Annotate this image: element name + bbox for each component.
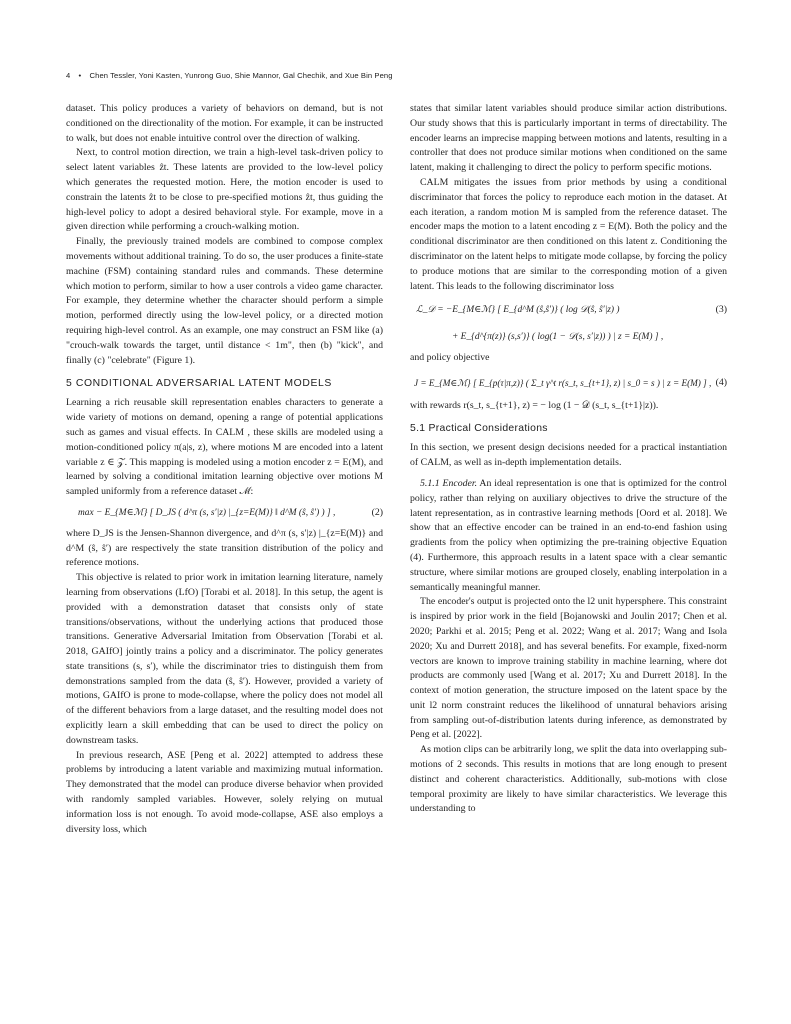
equation-body: ℒ_𝒟 = −E_{M∈ℳ} [ E_{d^M (ŝ,ŝ′)} ( log 𝒟(ŝ, ŝ′|z) ) <box>416 305 620 316</box>
paragraph: The encoder's output is projected onto the l2 unit hypersphere. This constraint is inspired by prior work in the field [Bojanowski and Joulin 2017; Chen et al. 2020; Parkhi et al. 2015; Peng et al. 2022; Wang et al. 2017; Wang and Isola 2020; Xu and Durrett 2018], and has several benefits. For example, fixed-norm vectors are known to improve training stability in machine learning, where dot products are commonly used [Wang et al. 2017; Xu and Durrett 2018]. In the context of motion generation, the structure imposed on the latent space by the unit l2 norm constraint reduces the likelihood of unnatural behaviors arising from sampling out-of-distribution latents during inference, as demonstrated by Peng et al. [2022]. <box>410 596 727 741</box>
right-column <box>410 102 727 817</box>
header-bullet: • <box>78 71 82 80</box>
equation-number: (2) <box>371 506 383 518</box>
paragraph: In this section, we present design decisions needed for a practical instantiation of CALM, as well as in-depth implementation details. <box>410 442 727 469</box>
equation-number: (3) <box>715 304 727 316</box>
paragraph: CALM mitigates the issues from prior methods by using a conditional discriminator that forces the policy to reproduce each motion in the dataset. At each iteration, a random motion M is sampled from the reference dataset. The encoder maps the motion to a latent encoding z = E(M). Both the policy and the conditional discriminator are then conditioned on this latent z. Conditioning the discriminator on the latent helps to mitigate mode collapse, by forcing the policy to produce motions that are similar to the corresponding motion of a given latent. This leads to the following discriminator loss <box>410 176 727 292</box>
paragraph: states that similar latent variables should produce similar action distributions. Our study shows that this is particularly important in terms of directability. The encoder learns an imprecise mapping between motions and latents, resulting in a controller that does not produce similar motions when conditioned on the same latent, making it challenging to direct the policy to perform specific motions. <box>410 103 727 174</box>
paragraph-text: An ideal representation is one that is optimized for the control policy, rather than relying on auxiliary objectives to drive the structure of the latent representation, as in contrastive learning methods [Oord et al. 2018]. We show that an effective encoder can be trained in an end-to-end fashion using gradients from the policy when optimizing the pre-training objective Equation (4). Furthermore, this approach results in a latent space with a clear semantic structure, where similar motions are grouped closely, enabling interpolation in a semantically meaningful manner. <box>410 477 727 593</box>
equation-3 <box>410 303 727 345</box>
equation-body-continued: + E_{d^{π(z)} (s,s′)} ( log(1 − 𝒟(s, s′|z)) ) | z = E(M) ] , <box>452 332 664 343</box>
running-header <box>66 71 393 80</box>
header-authors: Chen Tessler, Yoni Kasten, Yunrong Guo, Shie Mannor, Gal Chechik, and Xue Bin Peng <box>89 71 393 80</box>
paragraph: Learning a rich reusable skill representation enables characters to generate a wide variety of motions on demand, opening a range of potential applications such as games and visual effects. In CALM , these skills are modeled using a motion-conditioned policy π(a|s, z), where motions M are encoded into a latent variable z ∈ 𝒵. This mapping is modeled using a motion encoder z = E(M), and learned by solving a conditional imitation learning objective over motions M sampled uniformly from a reference dataset ℳ: <box>66 397 383 498</box>
page-number: 4 <box>66 71 71 80</box>
subsubsection-label: 5.1.1 Encoder. <box>420 477 478 489</box>
paragraph: Finally, the previously trained models are combined to compose complex movements without additional training. To do so, the user produces a finite-state machine (FSM) containing standard rules and commands. These determine which motion to perform, similar to how a user controls a video game character. For example, they determine whether the character should perform a simple motion, performed directly using the low-level policy, or a directed motion requiring high-level control. As an example, one may construct an FSM like (a) "crouch-walk towards the target, until distance < 1m", then (b) "kick", and finally (c) "celebrate" (Figure 1). <box>66 236 383 366</box>
paragraph: As motion clips can be arbitrarily long, we split the data into overlapping sub-motions of 2 seconds. This results in motions that are long enough to present distinct and coherent characteristics. Additionally, sub-motions with close temporal proximity are likely to have similar characteristics. We leverage this understanding to <box>410 744 727 815</box>
paragraph: with rewards r(s_t, s_{t+1}, z) = − log (1 − 𝒟 (s_t, s_{t+1}|z)). <box>410 399 659 411</box>
paragraph: where D_JS is the Jensen-Shannon divergence, and d^π (s, s′|z) |_{z=E(M)} and d^M (ŝ, ŝ′) are respectively the state transition distribution of the policy and reference motions. <box>66 527 383 569</box>
section-heading: 5 CONDITIONAL ADVERSARIAL LATENT MODELS <box>66 378 332 390</box>
paragraph: This objective is related to prior work in imitation learning literature, namely learning from observations (LfO) [Torabi et al. 2018]. In this setup, the agent is provided with a demonstration dataset that consists only of state transitions/observations, without the underlying actions that produced those transitions. Generative Adversarial Imitation from Observation [Torabi et al. 2018, GAIfO] jointly trains a policy and a discriminator. The policy generates state transitions (s, s′), while the discriminator tries to distinguish them from demonstrations sampled from the data (ŝ, ŝ′). However, provided a variety of motions, GAIfO is prone to mode-collapse, where the policy does not model all of the different behaviors from a large dataset, and the resulting model does not explicitly learn a skill embedding that can be used to direct the policy on downstream tasks. <box>66 572 383 746</box>
paragraph: dataset. This policy produces a variety of behaviors on demand, but is not conditioned on the directionality of the motion. For example, it can be instructed to walk, but does not enable intuitive control over the direction of walking. <box>66 103 383 144</box>
equation-body: J = E_{M∈ℳ} [ E_{p(τ|π,z)} ( Σ_t γ^t r(s_t, s_{t+1}, z) | s_0 = s ) | z = E(M) ] , <box>414 377 712 388</box>
paragraph <box>410 477 727 595</box>
left-column <box>66 102 383 837</box>
subsection-heading: 5.1 Practical Considerations <box>410 423 548 435</box>
paragraph: Next, to control motion direction, we train a high-level task-driven policy to select latent variables ẑt. These latents are provided to the low-level policy which generates the requested motion. Here, the motion encoder is used to constrain the latents ẑt to be close to pre-specified motions ẑt, thus guiding the high-level policy to adopt a desired behavioral style. For example, move in a given direction while performing a crouch-walking motion. <box>66 147 383 233</box>
equation-body: max − E_{M∈ℳ} [ D_JS ( d^π (s, s′|z) |_{z=E(M)} ‖ d^M (ŝ, ŝ′) ) ] , <box>78 507 336 518</box>
equation-2 <box>66 506 383 521</box>
paragraph: In previous research, ASE [Peng et al. 2022] attempted to address these problems by introducing a latent variable and maximizing mutual information. They demonstrated that the model can produce diverse behavior when provided with randomly sampled variables. However, solely relying on mutual information loss is not enough. To avoid mode-collapse, ASE also employs a diversity loss, which <box>66 749 383 835</box>
equation-4 <box>410 376 727 391</box>
paragraph: and policy objective <box>410 351 490 363</box>
equation-number: (4) <box>715 376 727 388</box>
